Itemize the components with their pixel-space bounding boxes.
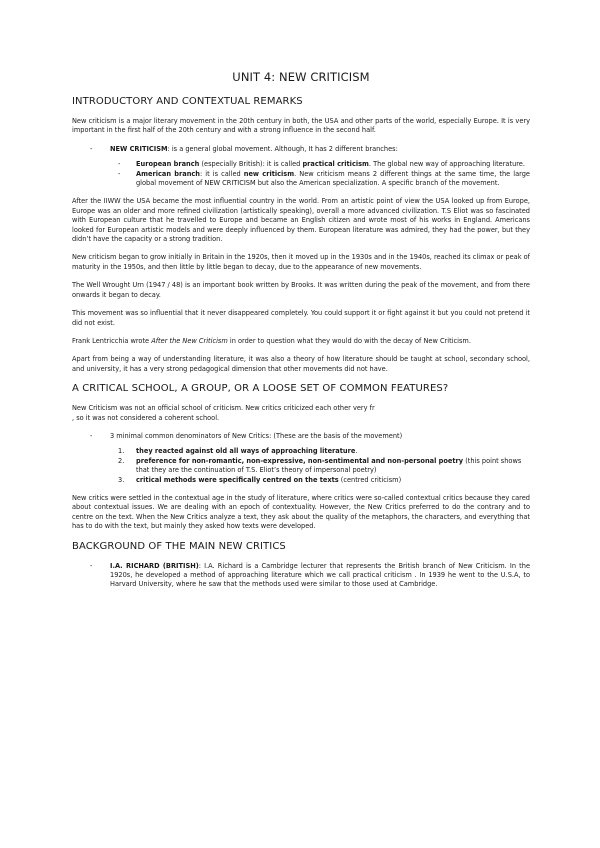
book-title: After the New Criticism xyxy=(151,336,228,345)
bullet-item-new-criticism: - NEW CRITICISM: is a general global movement. Although, It has 2 different branches: xyxy=(72,145,530,154)
paragraph: Frank Lentricchia wrote After the New Criticism in order to question what they would do with the decay of New Criticism. xyxy=(72,336,471,345)
bullet-item-ia-richard: - I.A. RICHARD (BRITISH): I.A. Richard is a Cambridge lecturer that represents the British branch of New Criticism. In the 1920s, he developed a method of approaching literature which we call practical criticism . In 1939 he went to the U.S.A, to Harvard University, where he saw that the methods used were similar to those used at Cambridge. xyxy=(72,562,530,590)
section-heading-introductory: INTRODUCTORY AND CONTEXTUAL REMARKS xyxy=(72,96,303,107)
document-page xyxy=(72,70,530,596)
section-heading-background: BACKGROUND OF THE MAIN NEW CRITICS xyxy=(72,540,286,552)
paragraph: New critics were settled in the contextual age in the study of literature, where critics were so-called contextual critics because they cared about contextual issues. We are dealing with an epoch of contextuality. However, the New Critics preferred to do the contrary and to centre on the text. When the New Critics analyze a text, they ask about the quality of the metaphors, the characters, and everything that has to do with the text, but mainly they asked how texts were developed. xyxy=(72,493,530,531)
paragraph: New criticism is a major literary movement in the 20th century in both, the USA and other parts of the world, especially Europe. It is very important in the first half of the 20th century and with a strong influence in the second half. xyxy=(72,117,530,135)
paragraph: This movement was so influential that it never disappeared completely. You could support it or fight against it but you could not pretend it did not exist. xyxy=(72,309,530,327)
bold-term: NEW CRITICISM xyxy=(110,144,168,153)
numbered-list xyxy=(118,447,530,485)
paragraph: After the IIWW the USA became the most influential country in the world. From an artistic point of view the USA looked up from Europe, Europe was an older and more refined civilization (artistically speaking), overall a more advanced civilization. T.S Eliot was so fascinated with European culture that he travelled to Europe and became an English citizen and wrote most of his works in England. Americans looked for European artistic models and were deeply influenced by them. European literature was admired, they had the power, but they didn’t have the capacity or a strong tradition. xyxy=(72,197,530,244)
bullet-dash: - xyxy=(90,561,93,570)
paragraph: The Well Wrought Urn (1947 / 48) is an important book written by Brooks. It was written during the peak of the movement, and from there onwards it began to decay. xyxy=(72,281,530,299)
section-heading-critical-school: A CRITICAL SCHOOL, A GROUP, OR A LOOSE SET OF COMMON FEATURES? xyxy=(72,383,449,395)
branches-list xyxy=(118,160,530,188)
sub-item-american-branch: - American branch: it is called new criticism. New criticism means 2 different things at the same time, the large global movement of NEW CRITICISM but also the American specialization. A specific branch of the movement. xyxy=(118,169,530,188)
list-item: 1. they reacted against old all ways of approaching literature. xyxy=(118,447,358,456)
bold-term: I.A. RICHARD (BRITISH) xyxy=(110,561,199,570)
bullet-item-denominators: - 3 minimal common denominators of New Critics: (These are the basis of the movement) xyxy=(72,432,530,441)
bullet-dash: - xyxy=(90,144,93,153)
paragraph: New criticism began to grow initially in Britain in the 1920s, then it moved up in the 1930s and in the 1940s, reached its climax or peak of maturity in the 1950s, and then little by little began to decay, due to the appearance of new movements. xyxy=(72,253,530,271)
bullet-dash: - xyxy=(118,169,121,178)
paragraph: Apart from being a way of understanding literature, it was also a theory of how literature should be taught at school, secondary school, and university, it has a very strong pedagogical dimension that other movements did not have. xyxy=(72,355,530,373)
sub-item-european-branch: - European branch (especially British): it is called practical criticism. The global new way of approaching literature. xyxy=(118,160,525,169)
list-item: 2. preference for non-romantic, non-expressive, non-sentimental and non-personal poetry (this point shows that they are the continuation of T.S. Eliot’s theory of impersonal poetry) xyxy=(118,456,522,475)
page-title: UNIT 4: NEW CRITICISM xyxy=(232,70,370,84)
paragraph: New Criticism was not an official school of criticism. New critics criticized each other very fr , so it was not considered a coherent school. xyxy=(72,404,375,422)
bullet-dash: - xyxy=(90,431,93,440)
list-item: 3. critical methods were specifically centred on the texts (centred criticism) xyxy=(118,475,402,484)
bullet-dash: - xyxy=(118,160,121,169)
